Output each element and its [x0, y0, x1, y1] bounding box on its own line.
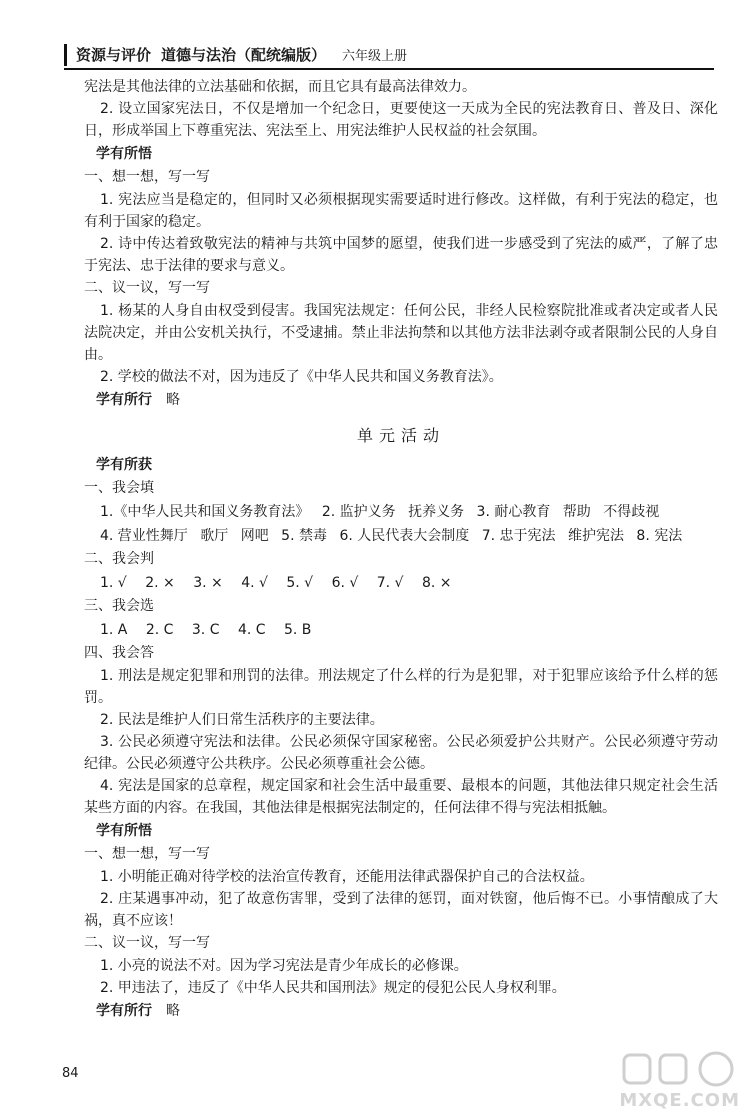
book-title: 资源与评价 — [76, 46, 152, 64]
subsection-heading: 一、我会填 — [84, 480, 154, 496]
choice-answer: 2. C — [145, 622, 174, 638]
answer-content — [84, 76, 718, 1023]
fill-answer: 2. 监护义务 — [321, 504, 396, 520]
watermark-text: MXQE.COM — [619, 1090, 740, 1111]
paragraph: 1. 小亮的说法不对。因为学习宪法是青少年成长的必修课。 — [100, 958, 468, 974]
judge-answer: 4. √ — [241, 575, 268, 591]
subsection-heading: 一、想一想，写一写 — [84, 169, 210, 185]
watermark-logo-icon — [616, 1049, 736, 1089]
judge-answer: 3. × — [193, 575, 223, 591]
paragraph: 1. 宪法应当是稳定的，但同时又必须根据现实需要适时进行修改。这样做，有利于宪法的稳定，也有利于国家的稳定。 — [84, 192, 718, 230]
section-title: 学有所行 — [96, 392, 152, 408]
judge-answer: 1. √ — [100, 575, 127, 591]
fill-answer: 6. 人民代表大会制度 — [339, 528, 470, 544]
paragraph: 1. 刑法是规定犯罪和刑罚的法律。刑法规定了什么样的行为是犯罪，对于犯罪应该给予什么样的惩罚。 — [84, 668, 718, 706]
fill-answer: 1.《中华人民共和国义务教育法》 — [100, 504, 310, 520]
header-bar — [64, 44, 67, 66]
judge-row — [100, 571, 718, 595]
subsection-heading: 四、我会答 — [84, 645, 154, 661]
paragraph: 2. 甲违法了，违反了《中华人民共和国刑法》规定的侵犯公民人身权利罪。 — [100, 980, 566, 996]
section-heading: 学有所悟 — [96, 146, 152, 162]
fill-answer: 5. 禁毒 — [281, 528, 327, 544]
fill-answer: 抚养义务 — [408, 504, 465, 520]
judge-answer: 5. √ — [286, 575, 314, 591]
fill-answer: 网吧 — [240, 528, 269, 544]
subsection-heading: 二、我会判 — [84, 551, 154, 567]
fill-answer: 不得歧视 — [603, 504, 660, 520]
fill-row — [100, 500, 718, 524]
paragraph: 1. 杨某的人身自由权受到侵害。我国宪法规定：任何公民，非经人民检察院批准或者决定或者人民法院决定，并由公安机关执行，不受逮捕。禁止非法拘禁和以其他方法非法剥夺或者限制公民的人身自由。 — [84, 303, 718, 363]
running-header — [64, 40, 714, 70]
choice-answer: 4. C — [237, 622, 266, 638]
grade-label: 六年级上册 — [342, 49, 408, 64]
paragraph: 2. 民法是维护人们日常生活秩序的主要法律。 — [100, 712, 384, 728]
fill-answer: 7. 忠于宪法 — [481, 528, 556, 544]
paragraph: 3. 公民必须遵守宪法和法律。公民必须保守国家秘密。公民必须爱护公共财产。公民必须遵守劳动纪律。公民必须遵守公共秩序。公民必须尊重社会公德。 — [84, 734, 718, 772]
judge-answer: 7. √ — [376, 575, 404, 591]
subsection-heading: 二、议一议，写一写 — [84, 280, 210, 296]
paragraph: 2. 庄某遇事冲动，犯了故意伤害罪，受到了法律的惩罚，面对铁窗，他后悔不已。小事情酿成了大祸，真不应该！ — [84, 891, 718, 929]
section-heading: 学有所获 — [96, 457, 152, 473]
paragraph: 2. 诗中传达着致敬宪法的精神与共筑中国梦的愿望，使我们进一步感受到了宪法的威严，了解了忠于宪法、忠于法律的要求与意义。 — [84, 236, 718, 274]
subject-title: 道德与法治（配统编版） — [161, 46, 327, 64]
fill-answer: 4. 营业性舞厅 — [100, 528, 188, 544]
choice-answer: 5. B — [283, 622, 312, 638]
choice-row — [100, 618, 718, 642]
omitted-note: 略 — [166, 392, 180, 408]
header-rule — [64, 68, 714, 70]
header-title — [76, 44, 407, 68]
paragraph: 宪法是其他法律的立法基础和依据，而且它具有最高法律效力。 — [84, 79, 476, 95]
unit-title: 单元活动 — [356, 426, 445, 445]
fill-answer: 维护宪法 — [567, 528, 624, 544]
page-number: 84 — [62, 1066, 79, 1081]
choice-answer: 1. A — [100, 622, 128, 638]
watermark — [600, 1041, 740, 1111]
judge-answer: 6. √ — [331, 575, 359, 591]
omitted-note: 略 — [166, 1003, 180, 1019]
paragraph: 4. 宪法是国家的总章程，规定国家和社会生活中最重要、最根本的问题，其他法律只规定社会生活某些方面的内容。在我国，其他法律是根据宪法制定的，任何法律不得与宪法相抵触。 — [84, 778, 718, 816]
fill-answer: 歌厅 — [200, 528, 229, 544]
fill-answer: 3. 耐心教育 — [476, 504, 551, 520]
judge-answer: 2. × — [145, 575, 175, 591]
judge-answer: 8. × — [421, 575, 452, 591]
subsection-heading: 二、议一议，写一写 — [84, 935, 210, 951]
paragraph: 2. 学校的做法不对，因为违反了《中华人民共和国义务教育法》。 — [100, 369, 503, 385]
fill-answer: 帮助 — [562, 504, 591, 520]
subsection-heading: 一、想一想，写一写 — [84, 846, 210, 862]
choice-answer: 3. C — [191, 622, 220, 638]
section-title: 学有所行 — [96, 1003, 152, 1019]
section-heading — [96, 1000, 718, 1023]
fill-answer: 8. 宪法 — [636, 528, 683, 544]
fill-row — [100, 524, 718, 548]
section-heading: 学有所悟 — [96, 823, 152, 839]
section-heading — [96, 389, 718, 412]
paragraph: 2. 设立国家宪法日，不仅是增加一个纪念日，更要使这一天成为全民的宪法教育日、普及日、深化日，形成举国上下尊重宪法、宪法至上、用宪法维护人民权益的社会氛围。 — [84, 101, 718, 139]
subsection-heading: 三、我会选 — [84, 598, 154, 614]
paragraph: 1. 小明能正确对待学校的法治宣传教育，还能用法律武器保护自己的合法权益。 — [100, 869, 594, 885]
